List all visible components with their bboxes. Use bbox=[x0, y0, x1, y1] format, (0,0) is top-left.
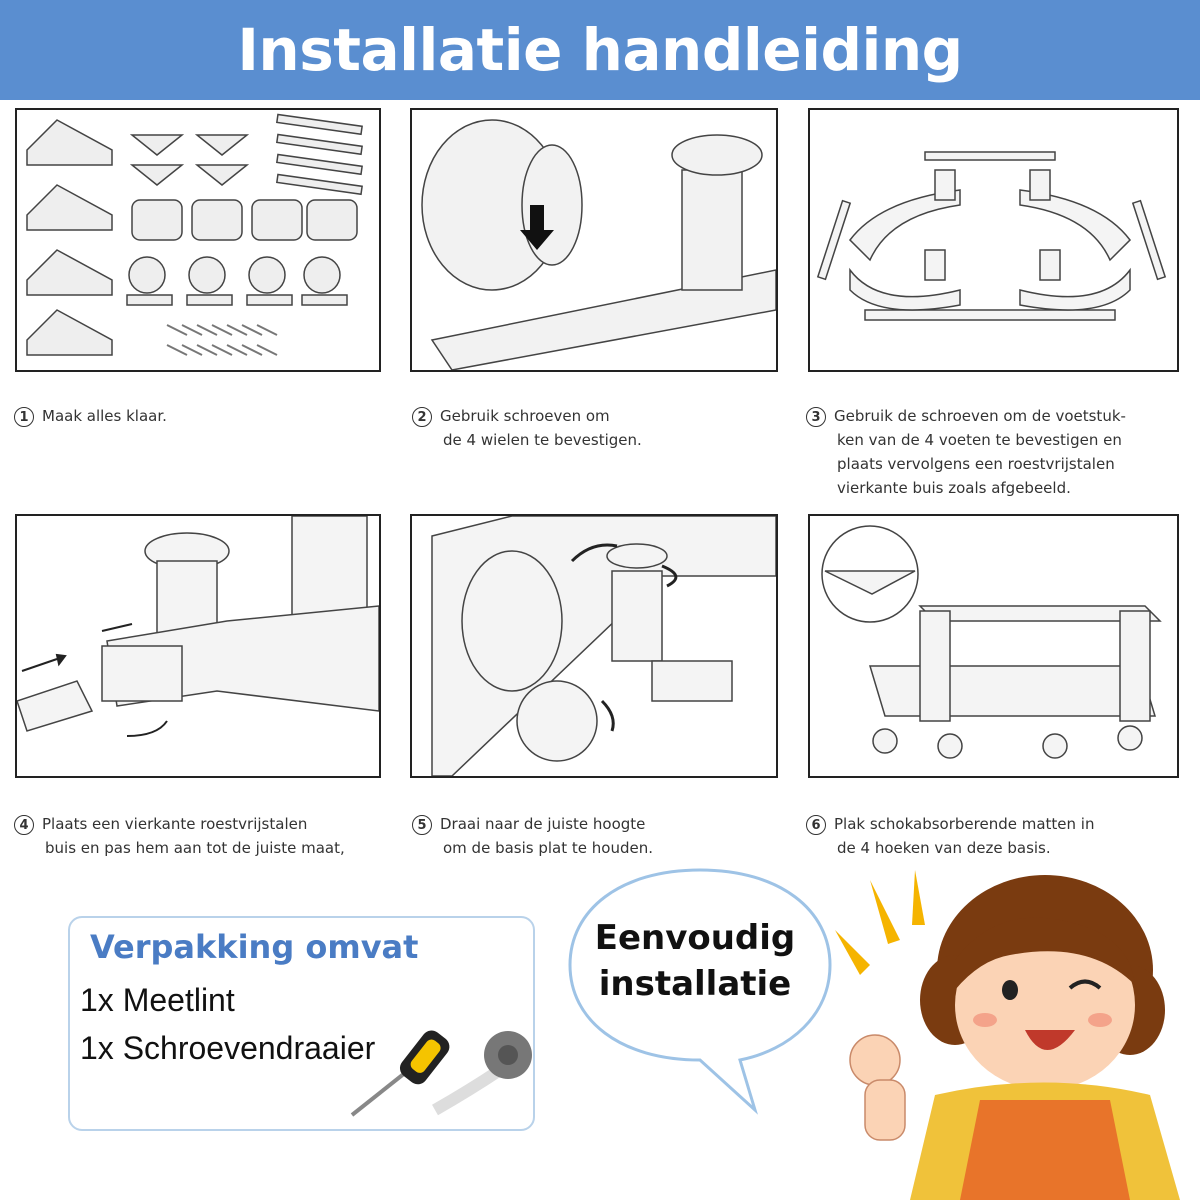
step-3-text bbox=[806, 404, 1196, 500]
step-line: plaats vervolgens een roestvrijstalen bbox=[837, 455, 1115, 473]
step-6-text bbox=[806, 812, 1186, 860]
tools-illustration bbox=[340, 1010, 540, 1125]
step-number: 4 bbox=[14, 815, 34, 835]
step-line: buis en pas hem aan tot de juiste maat, bbox=[45, 839, 345, 857]
step-line: Draai naar de juiste hoogte bbox=[440, 815, 646, 833]
page-title: Installatie handleiding bbox=[237, 16, 963, 84]
package-title: Verpakking omvat bbox=[90, 928, 419, 966]
step-number: 5 bbox=[412, 815, 432, 835]
bubble-line: installatie bbox=[598, 964, 792, 1004]
woman-character-illustration bbox=[830, 870, 1200, 1200]
step-2-text bbox=[412, 404, 782, 452]
exclamation-rays-icon bbox=[835, 870, 925, 975]
step-line: om de basis plat te houden. bbox=[443, 839, 653, 857]
bubble-line: Eenvoudig bbox=[594, 918, 796, 958]
step-line: de 4 wielen te bevestigen. bbox=[443, 431, 642, 449]
package-item: 1x Schroevendraaier bbox=[80, 1030, 376, 1066]
step-5-illustration bbox=[410, 514, 778, 778]
step-line: Plaats een vierkante roestvrijstalen bbox=[42, 815, 308, 833]
step-number: 1 bbox=[14, 407, 34, 427]
step-line: ken van de 4 voeten te bevestigen en bbox=[837, 431, 1122, 449]
step-number: 6 bbox=[806, 815, 826, 835]
step-1-illustration bbox=[15, 108, 381, 372]
step-line: Gebruik de schroeven om de voetstuk- bbox=[834, 407, 1126, 425]
step-number: 2 bbox=[412, 407, 432, 427]
step-4-illustration bbox=[15, 514, 381, 778]
step-1-text bbox=[14, 404, 384, 428]
tape-measure-icon bbox=[435, 1031, 532, 1110]
step-6-illustration bbox=[808, 514, 1179, 778]
step-line: Gebruik schroeven om bbox=[440, 407, 610, 425]
step-line: de 4 hoeken van deze basis. bbox=[837, 839, 1051, 857]
step-5-text bbox=[412, 812, 782, 860]
step-line: vierkante buis zoals afgebeeld. bbox=[837, 479, 1071, 497]
step-number: 3 bbox=[806, 407, 826, 427]
step-line: Plak schokabsorberende matten in bbox=[834, 815, 1095, 833]
bubble-text bbox=[575, 915, 815, 1007]
step-3-illustration bbox=[808, 108, 1179, 372]
step-line: Maak alles klaar. bbox=[42, 407, 167, 425]
package-item: 1x Meetlint bbox=[80, 982, 235, 1018]
step-2-illustration bbox=[410, 108, 778, 372]
step-4-text bbox=[14, 812, 394, 860]
header-banner bbox=[0, 0, 1200, 100]
ok-hand-icon bbox=[850, 1035, 905, 1140]
